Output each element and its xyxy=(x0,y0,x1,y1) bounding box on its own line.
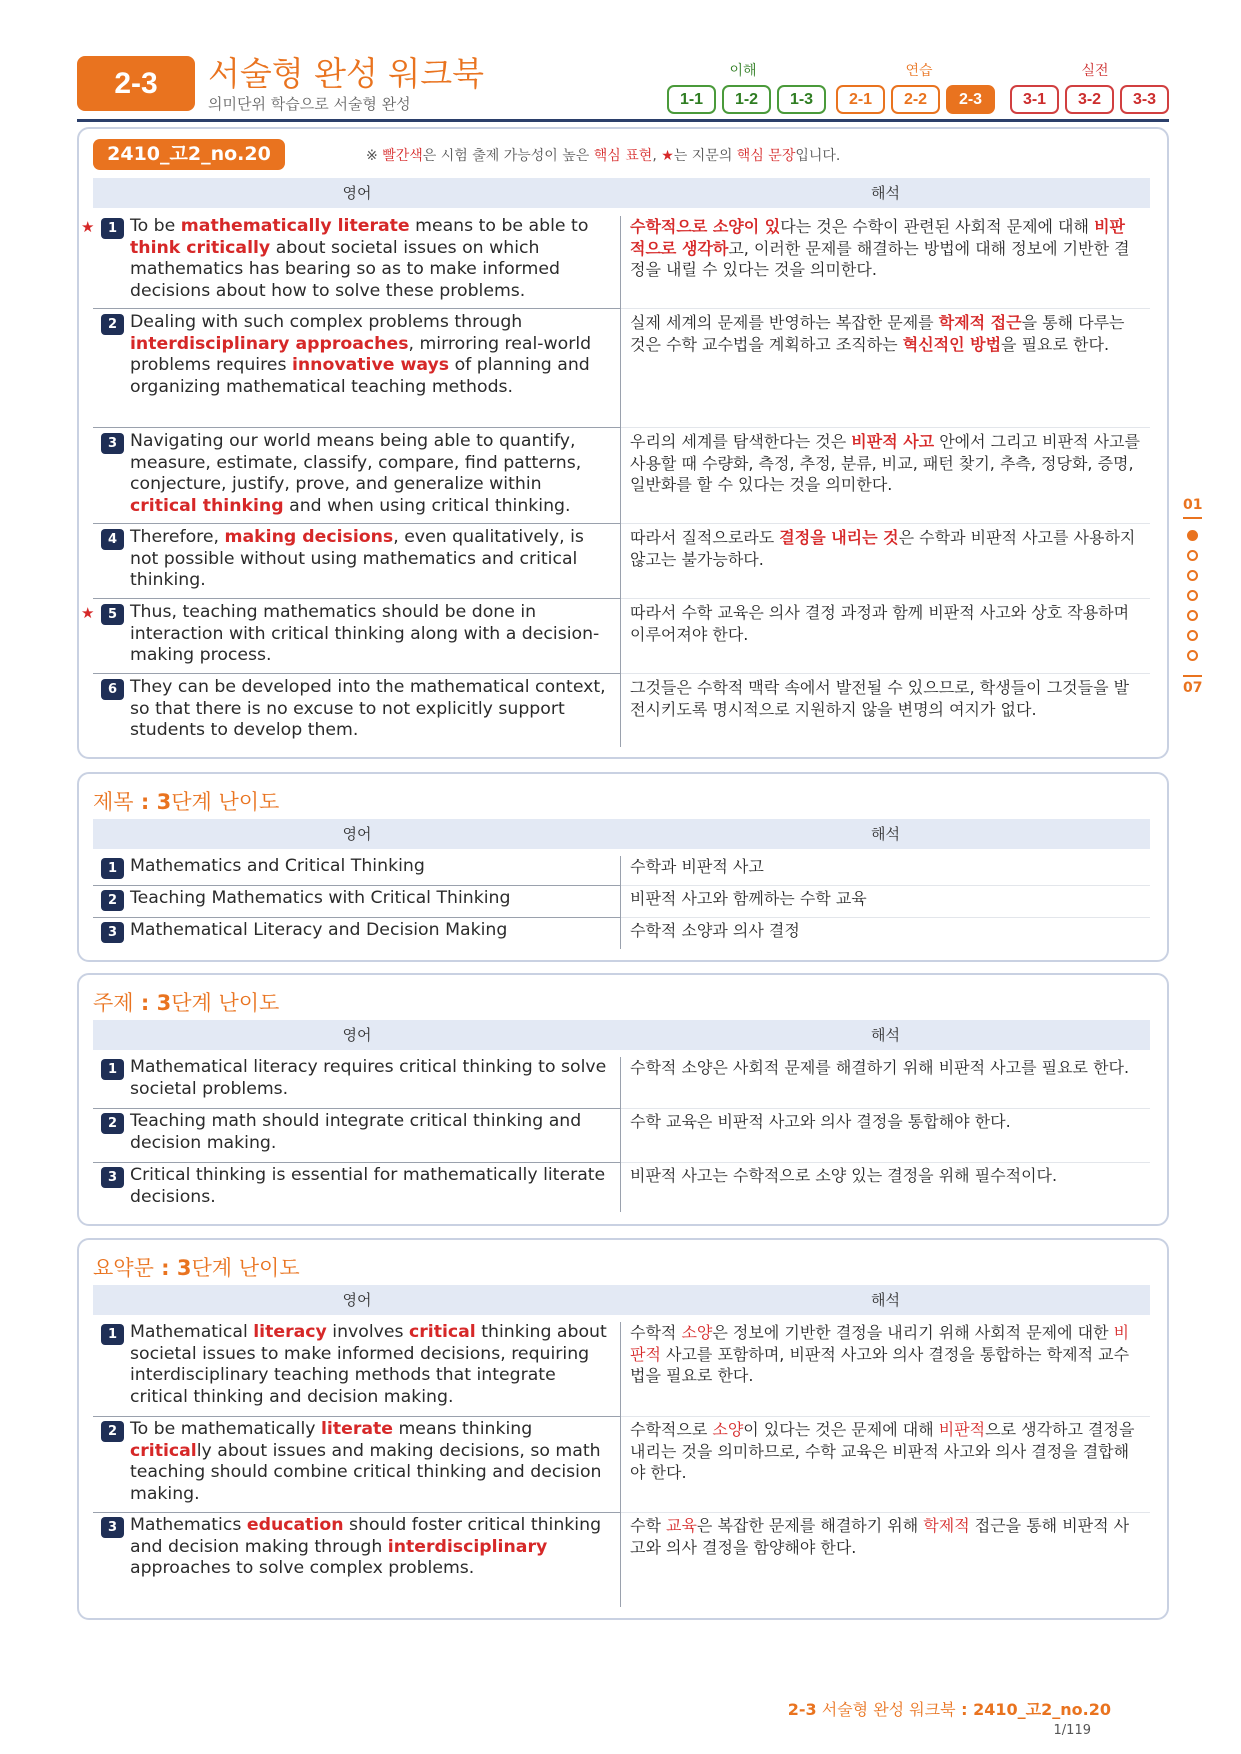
legend-note: ※ 빨간색은 시험 출제 가능성이 높은 핵심 표현, ★는 지문의 핵심 문장입니다. xyxy=(366,148,841,164)
step-1-2[interactable]: 1-2 xyxy=(722,85,771,114)
step-1-1[interactable]: 1-1 xyxy=(667,85,716,114)
text-segment: should foster critical thinking and decision making through xyxy=(130,1515,602,1557)
text-segment: , mirroring real-world problems requires xyxy=(130,333,592,375)
english-text xyxy=(130,1419,612,1505)
english-text: Teaching math should integrate critical thinking and decision making. xyxy=(130,1111,582,1153)
summary-column-header-english: 영어 xyxy=(93,1285,621,1315)
key-expression: literacy xyxy=(253,1322,327,1342)
english-text xyxy=(130,527,612,592)
page-subtitle: 의미단위 학습으로 서술형 완성 xyxy=(208,95,411,113)
text-segment: Navigating our world means being able to quantify, measure, estimate, classify, compare, find patterns, conjecture, justify, prove, and generalize within xyxy=(130,431,582,494)
korean-text: 수학 교육은 비판적 사고와 의사 결정을 통합해야 한다. xyxy=(630,1112,1011,1131)
text-segment: 우리의 세계를 탐색한다는 것은 xyxy=(630,432,852,451)
step-3-2[interactable]: 3-2 xyxy=(1065,85,1114,114)
text-segment: 으로 생각하고 결정을 내리는 것을 의미하므로, 수학 교육은 비판적 사고와 의사 결정을 결합해야 한다. xyxy=(630,1420,1135,1482)
side-nav-dot[interactable] xyxy=(1187,610,1198,621)
korean-text: 비판적 사고는 수학적으로 소양 있는 결정을 위해 필수적이다. xyxy=(630,1166,1058,1185)
row-divider-translation xyxy=(621,673,1150,674)
key-expression: 소양 xyxy=(712,1420,744,1439)
text-segment: 은 정보에 기반한 결정을 내리기 위해 사회적 문제에 대한 xyxy=(712,1323,1114,1342)
side-nav-dot[interactable] xyxy=(1187,530,1198,541)
korean-text: 비판적 사고와 함께하는 수학 교육 xyxy=(630,889,867,908)
key-expression: literate xyxy=(320,1419,393,1439)
english-text xyxy=(130,602,612,667)
title-column-header-english: 영어 xyxy=(93,819,621,849)
key-expression: think critically xyxy=(130,237,271,258)
passage-id-badge: 2410_고2_no.20 xyxy=(93,139,285,170)
korean-text xyxy=(630,1515,1140,1558)
text-segment: 고, 이러한 문제를 해결하는 방법에 대해 정보에 기반한 결정을 내릴 수 있다는 것을 의미한다. xyxy=(630,238,1130,279)
topic-section-heading: 주제 : 3단계 난이도 xyxy=(93,991,280,1015)
english-text xyxy=(130,431,612,517)
title-section-heading: 제목 : 3단계 난이도 xyxy=(93,790,280,814)
korean-text xyxy=(630,216,1140,281)
key-expression: interdisciplinary approaches xyxy=(130,333,409,354)
column-header-translation: 해석 xyxy=(621,178,1150,208)
column-divider xyxy=(620,1057,621,1212)
text-segment: 안에서 그리고 비판적 사고를 사용할 때 수량화, 측정, 추정, 분류, 비교, 패턴 찾기, 추측, 정당화, 증명, 일반화를 할 수 있다는 것을 의미한다. xyxy=(630,432,1140,494)
footer-caption: 2-3 서술형 완성 워크북 : 2410_고2_no.20 xyxy=(787,1700,1111,1719)
text-segment: Therefore, xyxy=(130,527,225,547)
english-text xyxy=(130,677,612,742)
row-divider-translation xyxy=(621,308,1150,309)
row-divider-translation xyxy=(621,523,1150,524)
korean-text xyxy=(630,1419,1140,1484)
row-number: 3 xyxy=(101,433,124,454)
page-title: 서술형 완성 워크북 xyxy=(208,54,485,93)
side-nav-dot[interactable] xyxy=(1187,650,1198,661)
key-expression: 비판적 xyxy=(938,1420,986,1439)
row-divider-translation xyxy=(621,885,1150,886)
text-segment: means thinking xyxy=(392,1419,533,1439)
group-label-practice: 연습 xyxy=(905,63,933,79)
row-divider-english xyxy=(93,1108,620,1109)
korean-text xyxy=(630,431,1140,496)
text-segment: 이 있다는 것은 문제에 대해 xyxy=(743,1420,939,1439)
row-divider-english xyxy=(93,1162,620,1163)
text-segment: 따라서 질적으로라도 xyxy=(630,528,780,547)
key-expression: education xyxy=(246,1515,344,1535)
korean-text xyxy=(630,527,1140,570)
side-nav-first: 01 xyxy=(1183,497,1203,513)
step-2-1[interactable]: 2-1 xyxy=(836,85,885,114)
row-number: 4 xyxy=(101,529,124,550)
key-expression: critical xyxy=(409,1322,476,1342)
key-expression: 비판적 xyxy=(630,1323,1130,1364)
page-number: 1/119 xyxy=(1053,1723,1091,1738)
row-number: 3 xyxy=(101,1517,124,1538)
row-number: 5 xyxy=(101,604,124,625)
english-text xyxy=(130,1515,612,1580)
text-segment: of planning and organizing mathematical teaching methods. xyxy=(130,355,590,397)
english-text: Mathematical Literacy and Decision Making xyxy=(130,920,508,940)
row-number: 2 xyxy=(101,890,124,911)
row-number: 1 xyxy=(101,858,124,879)
text-segment: 수학적 xyxy=(630,1323,682,1342)
row-divider-english xyxy=(93,427,620,428)
group-label-exam: 실전 xyxy=(1081,63,1109,79)
text-segment: , even qualitatively, is not possible without using mathematics and critical thinking. xyxy=(130,527,584,590)
english-text xyxy=(130,1322,612,1408)
header-badge: 2-3 xyxy=(77,56,195,111)
text-segment: about societal issues on which mathematics has bearing so as to make informed decisions about how to solve these problems. xyxy=(130,237,560,301)
row-number: 3 xyxy=(101,922,124,943)
text-segment: 다는 것은 수학이 관련된 사회적 문제에 대해 xyxy=(780,217,1095,236)
korean-text xyxy=(630,602,1140,645)
row-divider-english xyxy=(93,598,620,599)
key-expression: making decisions xyxy=(224,527,394,547)
korean-text: 수학적 소양은 사회적 문제를 해결하기 위해 비판적 사고를 필요로 한다. xyxy=(630,1058,1130,1077)
side-nav-dot[interactable] xyxy=(1187,630,1198,641)
korean-text xyxy=(630,312,1140,355)
topic-column-header-english: 영어 xyxy=(93,1020,621,1050)
text-segment: 접근을 통해 비판적 사고와 의사 결정을 함양해야 한다. xyxy=(630,1516,1130,1557)
row-number: 1 xyxy=(101,1059,124,1080)
row-divider-translation xyxy=(621,1108,1150,1109)
row-divider-translation xyxy=(621,1416,1150,1417)
row-divider-english xyxy=(93,917,620,918)
step-2-3-active[interactable]: 2-3 xyxy=(946,85,995,114)
side-nav-rule-top xyxy=(1183,517,1202,519)
key-expression: 소양 xyxy=(681,1323,713,1342)
step-1-3[interactable]: 1-3 xyxy=(777,85,826,114)
text-segment: To be xyxy=(130,216,181,236)
text-segment: 수학 xyxy=(630,1516,666,1535)
text-segment: 은 수학과 비판적 사고를 사용하지 않고는 불가능하다. xyxy=(630,528,1136,569)
text-segment: 사고를 포함하며, 비판적 사고와 의사 결정을 통합하는 학제적 교수법을 필요로 한다. xyxy=(630,1344,1130,1385)
text-segment: Mathematics xyxy=(130,1515,247,1535)
english-text xyxy=(130,216,612,302)
english-text: Mathematical literacy requires critical thinking to solve societal problems. xyxy=(130,1057,607,1099)
row-divider-english xyxy=(93,885,620,886)
row-number: 2 xyxy=(101,1421,124,1442)
row-divider-translation xyxy=(621,917,1150,918)
star-icon: ★ xyxy=(81,604,95,622)
step-3-3[interactable]: 3-3 xyxy=(1120,85,1169,114)
text-segment: means to be able to xyxy=(409,216,589,236)
row-divider-english xyxy=(93,308,620,309)
row-divider-english xyxy=(93,1416,620,1417)
key-expression: critical xyxy=(130,1440,197,1461)
group-label-understand: 이해 xyxy=(729,63,757,79)
key-expression: mathematically literate xyxy=(180,216,410,236)
key-expression: critical thinking xyxy=(130,495,284,516)
korean-text: 수학과 비판적 사고 xyxy=(630,857,764,876)
side-nav-last: 07 xyxy=(1183,680,1203,696)
row-divider-translation xyxy=(621,1512,1150,1513)
row-number: 1 xyxy=(101,1324,124,1345)
column-divider xyxy=(620,216,621,747)
step-3-1[interactable]: 3-1 xyxy=(1010,85,1059,114)
key-expression: interdisciplinary xyxy=(387,1536,548,1557)
text-segment: involves xyxy=(326,1322,409,1342)
korean-text: 수학적 소양과 의사 결정 xyxy=(630,921,800,940)
korean-text xyxy=(630,677,1140,720)
summary-column-header-translation: 해석 xyxy=(621,1285,1150,1315)
topic-column-header-translation: 해석 xyxy=(621,1020,1150,1050)
key-expression: 학제적 접근 xyxy=(938,313,1022,332)
row-number: 2 xyxy=(101,1113,124,1134)
text-segment: Dealing with such complex problems through xyxy=(130,312,523,332)
text-segment: thinking about societal issues to make informed decisions, requiring interdisciplinary teaching methods that integrate critical thinking and decision making. xyxy=(130,1322,607,1407)
row-divider-english xyxy=(93,1512,620,1513)
english-text: Mathematics and Critical Thinking xyxy=(130,856,425,876)
step-2-2[interactable]: 2-2 xyxy=(891,85,940,114)
english-text xyxy=(130,312,612,398)
row-divider-translation xyxy=(621,1162,1150,1163)
text-segment: 을 필요로 한다. xyxy=(1001,334,1110,354)
key-expression: 결정을 내리는 것 xyxy=(779,528,899,547)
text-segment: 실제 세계의 문제를 반영하는 복잡한 문제를 xyxy=(630,313,939,332)
row-number: 6 xyxy=(101,679,124,700)
side-nav-rule-bottom xyxy=(1183,675,1202,677)
column-divider xyxy=(620,856,621,949)
row-divider-translation xyxy=(621,598,1150,599)
column-header-english: 영어 xyxy=(93,178,621,208)
text-segment: 수학적으로 xyxy=(630,1420,713,1439)
key-expression: 수학적으로 소양이 있 xyxy=(630,217,781,236)
text-segment: ly about issues and making decisions, so math teaching should combine critical thinking and decision making. xyxy=(130,1440,602,1504)
column-divider xyxy=(620,1322,621,1607)
star-icon: ★ xyxy=(81,218,95,236)
key-expression: 비판적으로 생각하 xyxy=(630,217,1125,258)
korean-text xyxy=(630,1322,1140,1387)
english-text: Teaching Mathematics with Critical Thinking xyxy=(130,888,511,908)
text-segment: 그것들은 수학적 맥락 속에서 발전될 수 있으므로, 학생들이 그것들을 발전시키도록 명시적으로 지원하지 않을 변명의 여지가 없다. xyxy=(630,678,1130,719)
row-divider-translation xyxy=(621,427,1150,428)
text-segment: To be mathematically xyxy=(130,1419,321,1439)
summary-section-heading: 요약문 : 3단계 난이도 xyxy=(93,1256,300,1280)
side-nav-dot[interactable] xyxy=(1187,570,1198,581)
text-segment: and when using critical thinking. xyxy=(283,495,571,516)
text-segment: Mathematical xyxy=(130,1322,254,1342)
row-divider-english xyxy=(93,673,620,674)
text-segment: approaches to solve complex problems. xyxy=(130,1558,475,1578)
header-divider xyxy=(77,119,1169,122)
key-expression: 학제적 xyxy=(923,1516,970,1535)
title-column-header-translation: 해석 xyxy=(621,819,1150,849)
key-expression: 혁신적인 방법 xyxy=(902,334,1002,354)
row-number: 3 xyxy=(101,1167,124,1188)
text-segment: 을 통해 다루는 것은 수학 교수법을 계획하고 조직하는 xyxy=(630,313,1125,354)
key-expression: 비판적 사고 xyxy=(851,432,935,451)
side-nav-dot[interactable] xyxy=(1187,590,1198,601)
text-segment: 따라서 수학 교육은 의사 결정 과정과 함께 비판적 사고와 상호 작용하며 이루어져야 한다. xyxy=(630,603,1130,644)
row-number: 1 xyxy=(101,218,124,239)
text-segment: Thus, teaching mathematics should be done in interaction with critical thinking along with a decision-making process. xyxy=(130,602,600,665)
key-expression: 교육 xyxy=(666,1516,697,1535)
row-divider-english xyxy=(93,523,620,524)
row-number: 2 xyxy=(101,314,124,335)
english-text: Critical thinking is essential for mathematically literate decisions. xyxy=(130,1165,606,1207)
text-segment: 은 복잡한 문제를 해결하기 위해 xyxy=(696,1516,924,1535)
text-segment: They can be developed into the mathematical context, so that there is no excuse to not explicitly support students to develop them. xyxy=(130,677,606,740)
key-expression: innovative ways xyxy=(291,355,450,375)
side-nav-dot[interactable] xyxy=(1187,550,1198,561)
